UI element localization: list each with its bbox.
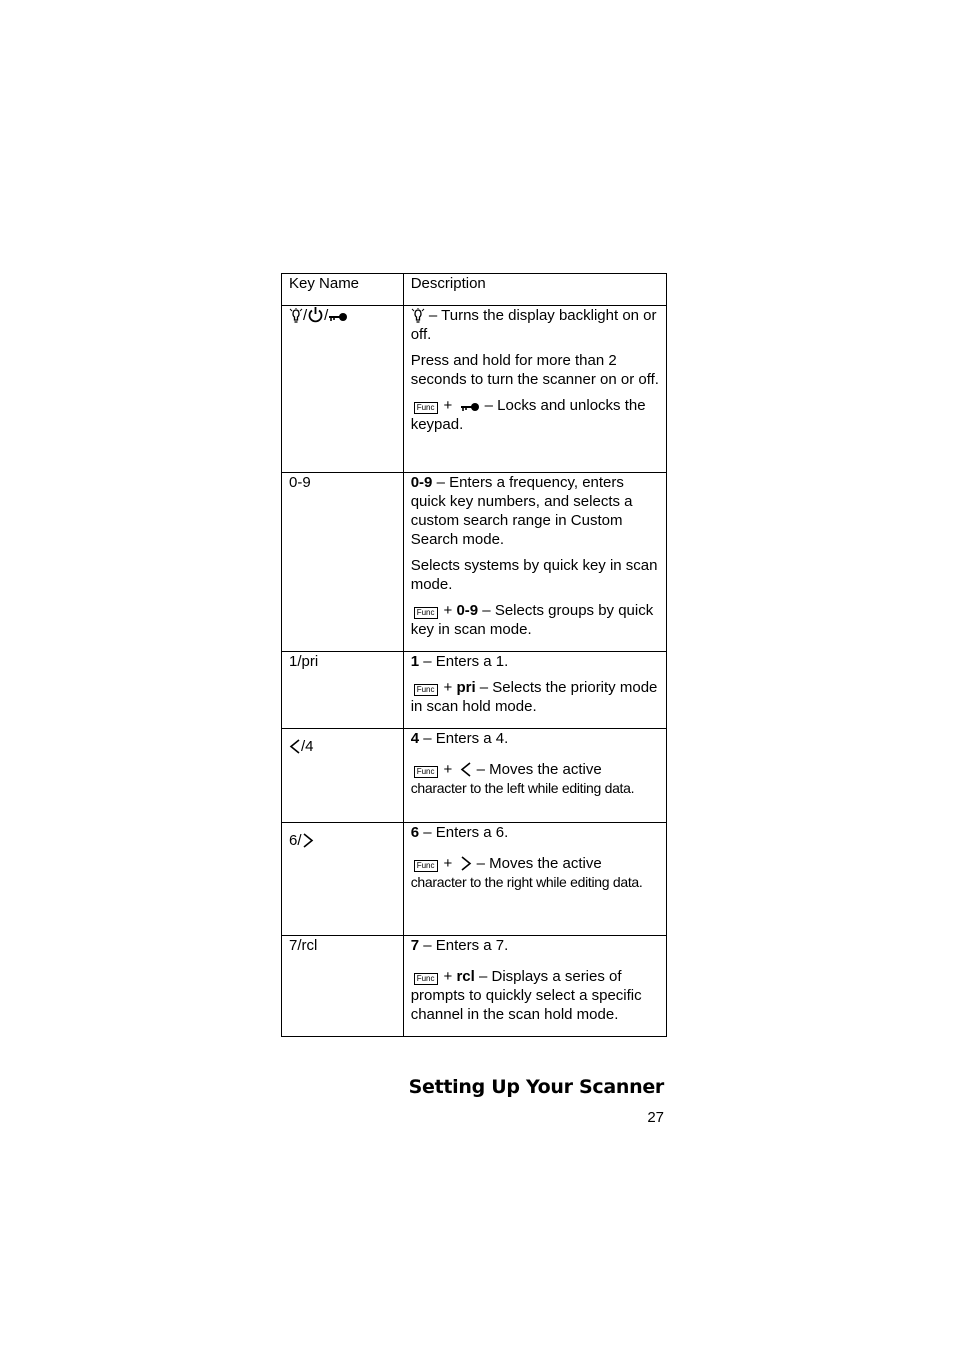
key-description-table	[281, 273, 667, 1037]
func-key-label: Func	[414, 860, 438, 872]
key-cell	[282, 306, 404, 473]
chevron-right-icon	[302, 833, 314, 848]
page-number: 27	[647, 1109, 664, 1126]
description-cell	[403, 729, 666, 823]
table-header-row	[282, 274, 667, 306]
backlight-icon	[289, 308, 303, 323]
section-title: Setting Up Your Scanner	[408, 1076, 664, 1098]
desc-text: – Enters a 6.	[419, 824, 509, 841]
func-key-label: Func	[414, 607, 438, 619]
func-key-label: Func	[414, 973, 438, 985]
plus-sign: +	[443, 602, 457, 619]
header-description: Description	[403, 274, 666, 306]
key-cell: 0-9	[282, 473, 404, 652]
desc-text: character to the left while editing data.	[410, 780, 635, 796]
table-row-right	[282, 823, 667, 936]
func-key-label: Func	[414, 402, 438, 414]
desc-text: – Selects the priority mode in scan hold mode.	[410, 679, 658, 715]
table-row-pri	[282, 652, 667, 729]
plus-sign: +	[443, 855, 453, 872]
description-cell	[403, 473, 666, 652]
desc-text: character to the right while editing data.	[410, 874, 643, 890]
table-row-digits	[282, 473, 667, 652]
desc-text: – Moves the active	[472, 855, 602, 872]
header-key-name: Key Name	[282, 274, 404, 306]
desc-bold: 1	[410, 653, 420, 670]
key-label: /4	[301, 738, 314, 755]
chevron-left-icon	[289, 739, 301, 754]
table-row-left	[282, 729, 667, 823]
lock-icon	[460, 401, 480, 413]
desc-text: – Displays a series of prompts to quickly select a specific channel in the scan hold mode.	[410, 968, 642, 1023]
description-cell	[403, 306, 666, 473]
func-key-label: Func	[414, 766, 438, 778]
key-cell: 7/rcl	[282, 936, 404, 1037]
desc-bold: rcl	[456, 968, 475, 985]
description-cell	[403, 652, 666, 729]
key-cell: 1/pri	[282, 652, 404, 729]
desc-bold: 7	[410, 937, 420, 954]
key-cell	[282, 823, 404, 936]
plus-sign: +	[443, 761, 453, 778]
plus-sign: +	[443, 968, 457, 985]
desc-text: – Enters a 7.	[419, 937, 509, 954]
desc-text: – Locks and unlocks the keypad.	[410, 397, 646, 433]
desc-text: – Enters a 1.	[419, 653, 509, 670]
backlight-icon	[411, 308, 425, 323]
key-separator: /	[324, 307, 329, 324]
chevron-right-icon	[460, 856, 472, 871]
desc-bold: 0-9	[410, 474, 433, 491]
desc-bold: 0-9	[456, 602, 479, 619]
key-separator: /	[303, 307, 308, 324]
desc-bold: 6	[410, 824, 420, 841]
key-label: 6/	[289, 832, 302, 849]
desc-text: – Enters a 4.	[419, 730, 509, 747]
power-icon	[307, 306, 324, 323]
desc-bold: 4	[410, 730, 420, 747]
desc-text: – Selects groups by quick key in scan mode.	[410, 602, 654, 638]
desc-text: – Moves the active	[472, 761, 602, 778]
desc-text: Selects systems by quick key in scan mode.	[410, 557, 658, 593]
table-row-power	[282, 306, 667, 473]
plus-sign: +	[443, 679, 457, 696]
lock-icon	[328, 311, 348, 323]
desc-text: – Turns the display backlight on or off.	[410, 307, 657, 343]
desc-text: Press and hold for more than 2 seconds to turn the scanner on or off.	[410, 352, 659, 388]
func-key-label: Func	[414, 684, 438, 696]
table-row-rcl	[282, 936, 667, 1037]
plus-sign: +	[443, 397, 453, 414]
desc-text: – Enters a frequency, enters quick key numbers, and selects a custom search range in Custom Search mode.	[410, 474, 633, 548]
desc-bold: pri	[456, 679, 476, 696]
key-cell	[282, 729, 404, 823]
chevron-left-icon	[460, 762, 472, 777]
description-cell	[403, 936, 666, 1037]
description-cell	[403, 823, 666, 936]
